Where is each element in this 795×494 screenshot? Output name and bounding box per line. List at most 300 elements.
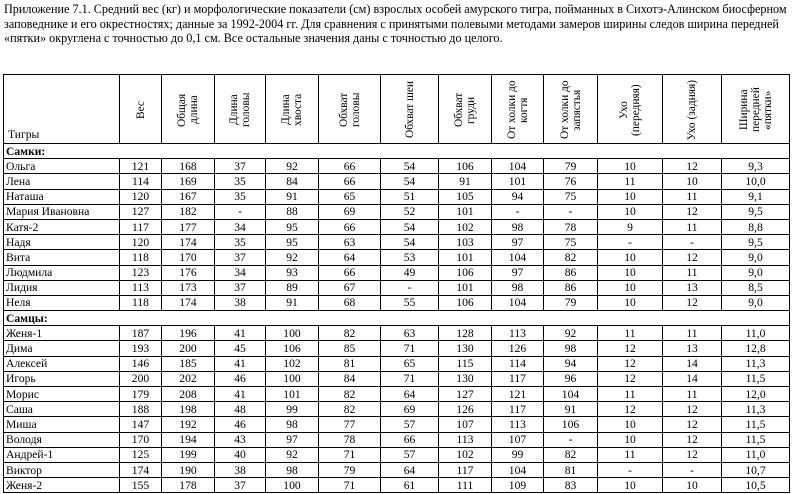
table-row [4,341,790,356]
value-cell: 113 [492,417,544,432]
value-cell: 118 [120,295,162,310]
value-cell: 114 [492,356,544,371]
table-caption: Приложение 7.1. Средний вес (кг) и морфологические показатели (см) взрослых особей амурского тигра, пойманных в Сихотэ-Алинском биосферном заповеднике и его окрестностях; данные за 1992-2004 гг. Для сравнения с принятыми полевыми методами замеров ширины следов ширина передней «пятки» округлена с точностью до 0,1 см. Все остальные значения даны с точностью до целого. [4,2,787,46]
tiger-name-cell: Андрей-1 [4,447,120,462]
value-cell: 40 [215,447,266,462]
tiger-name-cell: Неля [4,295,120,310]
value-cell: 113 [439,432,492,447]
tiger-name-cell: Людмила [4,265,120,280]
value-cell: 170 [162,250,215,265]
value-cell: 14 [663,356,722,371]
value-cell: 64 [319,250,381,265]
value-cell: 126 [492,341,544,356]
value-cell: 12,8 [722,341,790,356]
column-header [439,75,492,144]
value-cell: 11 [663,219,722,234]
value-cell: 111 [439,478,492,493]
table-row [4,280,790,295]
tiger-name-cell: Алексей [4,356,120,371]
column-header-label: Обхват шеи [403,81,416,139]
value-cell: 86 [544,280,598,295]
value-cell: 46 [215,417,266,432]
column-header-label: Длина хвоста [280,93,304,127]
value-cell: 8,5 [722,280,790,295]
value-cell: 100 [266,326,319,341]
value-cell: - [544,432,598,447]
table-row [4,326,790,341]
value-cell: 37 [215,159,266,174]
value-cell: 91 [266,189,319,204]
tiger-measurements-table [3,74,790,493]
value-cell: 182 [162,204,215,219]
group-row [4,144,790,159]
value-cell: 107 [439,417,492,432]
value-cell: 198 [162,402,215,417]
value-cell: 11,3 [722,402,790,417]
value-cell: 13 [663,341,722,356]
value-cell: 94 [492,189,544,204]
value-cell: 200 [162,341,215,356]
value-cell: 120 [120,189,162,204]
value-cell: 95 [266,235,319,250]
value-cell: 12 [663,447,722,462]
value-cell: 11 [663,326,722,341]
value-cell: 64 [381,387,439,402]
value-cell: 10 [598,204,663,219]
value-cell: 65 [319,189,381,204]
tiger-name-cell: Ольга [4,159,120,174]
value-cell: - [544,204,598,219]
value-cell: 106 [439,159,492,174]
group-label: Самки: [4,144,790,159]
tiger-name-cell: Морис [4,387,120,402]
column-header [663,75,722,144]
value-cell: 12 [598,341,663,356]
value-cell: 71 [381,341,439,356]
value-cell: 12 [663,204,722,219]
value-cell: 102 [439,219,492,234]
value-cell: 107 [492,432,544,447]
column-header-label: Ширина передней «пятки» [737,87,774,133]
value-cell: 11 [598,174,663,189]
value-cell: 10 [598,189,663,204]
table-row [4,447,790,462]
value-cell: 67 [319,280,381,295]
tiger-name-cell: Игорь [4,371,120,386]
value-cell: 10 [598,478,663,493]
column-header [722,75,790,144]
value-cell: 9 [598,219,663,234]
value-cell: 82 [319,326,381,341]
header-row [4,75,790,144]
value-cell: 101 [266,387,319,402]
tiger-name-cell: Женя-1 [4,326,120,341]
tiger-name-cell: Виктор [4,462,120,477]
tiger-name-cell: Наташа [4,189,120,204]
value-cell: 76 [544,174,598,189]
column-header-tigers: Тигры [4,75,120,144]
value-cell: 187 [120,326,162,341]
value-cell: 167 [162,189,215,204]
value-cell: 82 [544,447,598,462]
value-cell: 11,3 [722,356,790,371]
value-cell: 12 [663,295,722,310]
value-cell: 106 [439,295,492,310]
value-cell: 11,0 [722,447,790,462]
value-cell: 38 [215,295,266,310]
table-row [4,432,790,447]
table-row [4,235,790,250]
value-cell: 174 [120,462,162,477]
value-cell: 199 [162,447,215,462]
value-cell: 12 [663,417,722,432]
table-row [4,478,790,493]
table-row [4,189,790,204]
value-cell: 81 [319,356,381,371]
value-cell: 43 [215,432,266,447]
column-header [381,75,439,144]
value-cell: - [663,462,722,477]
value-cell: 45 [215,341,266,356]
value-cell: 82 [319,387,381,402]
value-cell: 192 [162,417,215,432]
value-cell: 84 [266,174,319,189]
value-cell: 98 [492,280,544,295]
value-cell: 106 [266,341,319,356]
value-cell: 12 [663,159,722,174]
value-cell: 77 [319,417,381,432]
value-cell: 91 [439,174,492,189]
table-row [4,265,790,280]
tiger-name-cell: Володя [4,432,120,447]
tiger-name-cell: Надя [4,235,120,250]
value-cell: 109 [492,478,544,493]
value-cell: 11,0 [722,326,790,341]
value-cell: 102 [439,447,492,462]
value-cell: 35 [215,189,266,204]
value-cell: 126 [439,402,492,417]
table-row [4,174,790,189]
value-cell: 66 [319,219,381,234]
value-cell: 11,5 [722,417,790,432]
value-cell: 121 [492,387,544,402]
column-header [266,75,319,144]
value-cell: 11 [663,189,722,204]
value-cell: 78 [544,219,598,234]
value-cell: 9,0 [722,265,790,280]
value-cell: 11,5 [722,432,790,447]
value-cell: 8,8 [722,219,790,234]
value-cell: 9,1 [722,189,790,204]
value-cell: 66 [319,159,381,174]
value-cell: 174 [162,235,215,250]
value-cell: 79 [319,462,381,477]
value-cell: 41 [215,387,266,402]
value-cell: 100 [266,371,319,386]
value-cell: 57 [381,447,439,462]
table-row [4,159,790,174]
value-cell: 147 [120,417,162,432]
value-cell: 100 [266,478,319,493]
value-cell: 63 [381,326,439,341]
value-cell: 10 [663,174,722,189]
value-cell: 106 [544,417,598,432]
value-cell: 103 [439,235,492,250]
value-cell: 115 [439,356,492,371]
value-cell: 9,0 [722,295,790,310]
value-cell: 193 [120,341,162,356]
value-cell: 113 [120,280,162,295]
value-cell: 104 [492,159,544,174]
value-cell: 79 [544,295,598,310]
value-cell: 176 [162,265,215,280]
value-cell: 93 [266,265,319,280]
value-cell: 174 [162,295,215,310]
value-cell: 48 [215,402,266,417]
value-cell: 69 [319,204,381,219]
value-cell: 11 [663,265,722,280]
value-cell: 66 [319,265,381,280]
table-row [4,402,790,417]
value-cell: 37 [215,280,266,295]
column-header [492,75,544,144]
value-cell: 64 [381,462,439,477]
column-header [215,75,266,144]
value-cell: 14 [663,371,722,386]
value-cell: 10 [598,159,663,174]
value-cell: 127 [120,204,162,219]
table-row [4,250,790,265]
value-cell: 169 [162,174,215,189]
table-row [4,462,790,477]
value-cell: 155 [120,478,162,493]
value-cell: 37 [215,250,266,265]
value-cell: 202 [162,371,215,386]
value-cell: 54 [381,159,439,174]
value-cell: 75 [544,235,598,250]
value-cell: 10,7 [722,462,790,477]
value-cell: 52 [381,204,439,219]
value-cell: 101 [439,250,492,265]
table-row [4,356,790,371]
value-cell: 57 [381,417,439,432]
value-cell: 105 [439,189,492,204]
column-header-label: Общая длина [176,93,200,127]
value-cell: 146 [120,356,162,371]
value-cell: 96 [544,371,598,386]
value-cell: 10 [598,250,663,265]
value-cell: 97 [492,265,544,280]
value-cell: 10 [598,265,663,280]
value-cell: 104 [544,387,598,402]
value-cell: 117 [439,462,492,477]
value-cell: 61 [381,478,439,493]
value-cell: - [598,235,663,250]
value-cell: 79 [544,159,598,174]
value-cell: 123 [120,265,162,280]
value-cell: 99 [266,402,319,417]
value-cell: 190 [162,462,215,477]
column-header [162,75,215,144]
value-cell: 38 [215,462,266,477]
value-cell: 10,5 [722,478,790,493]
value-cell: 91 [266,295,319,310]
value-cell: 83 [544,478,598,493]
value-cell: 34 [215,265,266,280]
column-header [120,75,162,144]
tiger-name-cell: Катя-2 [4,219,120,234]
value-cell: 86 [544,265,598,280]
value-cell: 9,5 [722,235,790,250]
value-cell: 98 [266,417,319,432]
value-cell: 9,5 [722,204,790,219]
value-cell: 170 [120,432,162,447]
value-cell: 9,3 [722,159,790,174]
tiger-name-cell: Вита [4,250,120,265]
value-cell: 121 [120,159,162,174]
value-cell: 117 [120,219,162,234]
value-cell: 95 [266,219,319,234]
value-cell: 82 [319,402,381,417]
value-cell: 10 [598,295,663,310]
value-cell: - [598,462,663,477]
value-cell: - [215,204,266,219]
value-cell: 11 [598,326,663,341]
value-cell: 84 [319,371,381,386]
value-cell: 185 [162,356,215,371]
value-cell: 12 [663,432,722,447]
value-cell: 117 [492,402,544,417]
value-cell: 104 [492,295,544,310]
value-cell: 102 [266,356,319,371]
tiger-name-cell: Дима [4,341,120,356]
tiger-name-cell: Лена [4,174,120,189]
value-cell: 98 [544,341,598,356]
value-cell: 11 [598,387,663,402]
value-cell: 98 [492,219,544,234]
column-header [319,75,381,144]
value-cell: 71 [319,447,381,462]
table-row [4,417,790,432]
value-cell: 41 [215,326,266,341]
value-cell: 208 [162,387,215,402]
value-cell: 179 [120,387,162,402]
value-cell: 10,0 [722,174,790,189]
value-cell: 66 [381,432,439,447]
value-cell: 46 [215,371,266,386]
column-header-label: Вес [134,101,147,119]
tiger-name-cell: Мария Ивановна [4,204,120,219]
value-cell: 113 [492,326,544,341]
value-cell: 82 [544,250,598,265]
value-cell: 10 [598,280,663,295]
value-cell: 12 [663,250,722,265]
value-cell: 63 [319,235,381,250]
value-cell: 71 [319,478,381,493]
value-cell: - [381,280,439,295]
value-cell: 97 [492,235,544,250]
table-row [4,204,790,219]
value-cell: 65 [381,356,439,371]
tiger-name-cell: Саша [4,402,120,417]
value-cell: 49 [381,265,439,280]
value-cell: 37 [215,478,266,493]
value-cell: 188 [120,402,162,417]
value-cell: 130 [439,371,492,386]
value-cell: 85 [319,341,381,356]
value-cell: 196 [162,326,215,341]
value-cell: 34 [215,219,266,234]
value-cell: 10 [598,417,663,432]
value-cell: 92 [266,159,319,174]
value-cell: - [663,235,722,250]
value-cell: 11 [598,447,663,462]
value-cell: 81 [544,462,598,477]
column-header-label: Обхват груди [453,92,477,128]
value-cell: 12 [598,371,663,386]
value-cell: 104 [492,462,544,477]
value-cell: 106 [439,265,492,280]
group-row [4,311,790,326]
value-cell: 89 [266,280,319,295]
group-label: Самцы: [4,311,790,326]
table-row [4,371,790,386]
value-cell: 114 [120,174,162,189]
value-cell: 92 [266,250,319,265]
value-cell: 92 [266,447,319,462]
value-cell: 13 [663,280,722,295]
value-cell: 88 [266,204,319,219]
value-cell: 12 [598,402,663,417]
column-header-label: От холки до когтя [505,80,530,140]
value-cell: 35 [215,174,266,189]
value-cell: - [492,204,544,219]
value-cell: 125 [120,447,162,462]
value-cell: 54 [381,235,439,250]
value-cell: 68 [319,295,381,310]
column-header-label: От холки до запястья [558,80,583,140]
tiger-name-cell: Миша [4,417,120,432]
value-cell: 11 [663,387,722,402]
tiger-name-cell: Лидия [4,280,120,295]
value-cell: 120 [120,235,162,250]
value-cell: 92 [544,326,598,341]
value-cell: 51 [381,189,439,204]
value-cell: 178 [162,478,215,493]
column-header [544,75,598,144]
column-header-label: Длина головы [228,92,252,128]
value-cell: 55 [381,295,439,310]
table-row [4,387,790,402]
value-cell: 66 [319,174,381,189]
value-cell: 12 [598,356,663,371]
column-header-label: Ухо (передняя) [618,84,642,136]
value-cell: 101 [439,204,492,219]
value-cell: 130 [439,341,492,356]
value-cell: 177 [162,219,215,234]
value-cell: 69 [381,402,439,417]
table-row [4,295,790,310]
value-cell: 127 [439,387,492,402]
value-cell: 71 [381,371,439,386]
value-cell: 54 [381,174,439,189]
column-header [598,75,663,144]
value-cell: 173 [162,280,215,295]
value-cell: 10 [663,478,722,493]
value-cell: 101 [439,280,492,295]
value-cell: 99 [492,447,544,462]
value-cell: 12,0 [722,387,790,402]
